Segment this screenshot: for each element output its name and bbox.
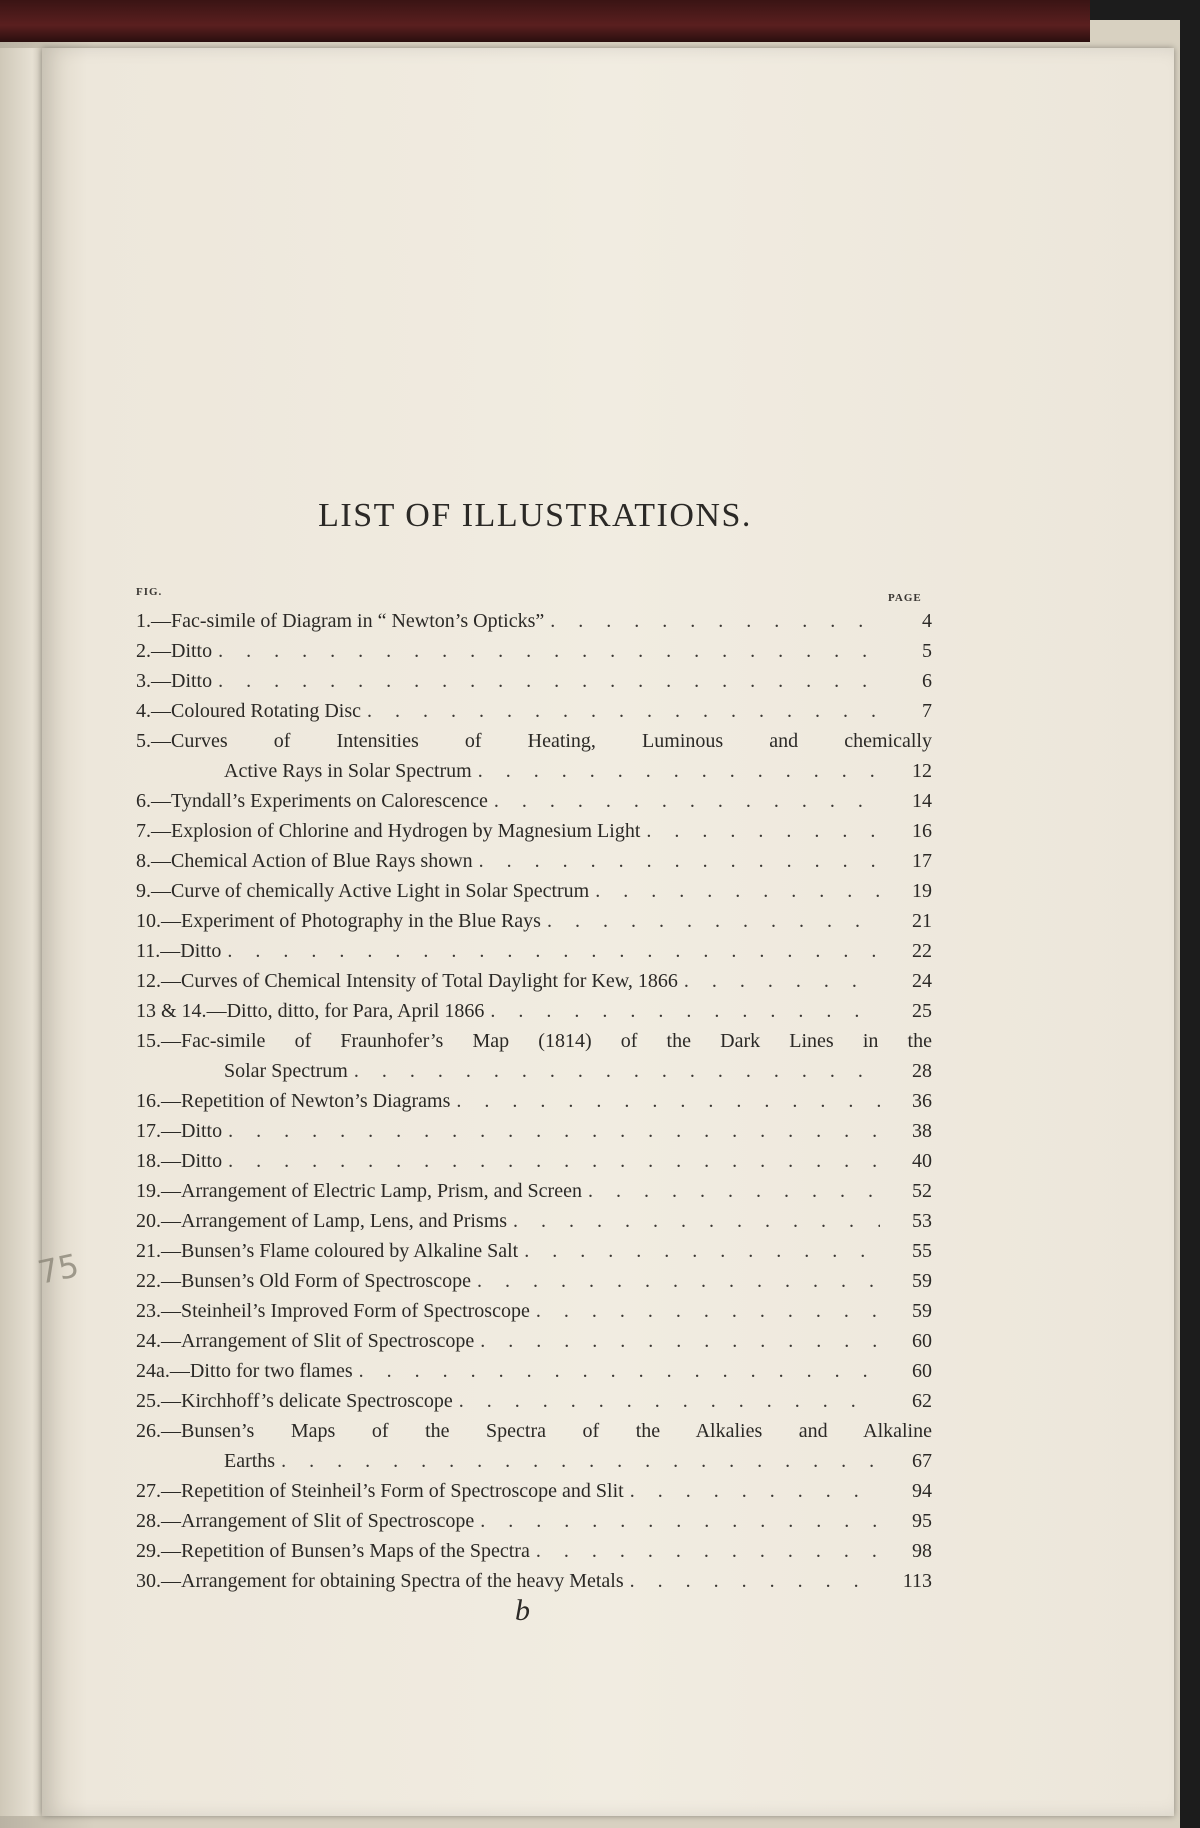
page-number: 55	[912, 1240, 932, 1262]
list-item	[136, 996, 932, 1026]
figure-caption: —Repetition of Newton’s Diagrams	[161, 1090, 451, 1112]
page-number: 12	[912, 760, 932, 782]
leader-dots	[646, 816, 880, 846]
figure-number: 24.	[136, 1330, 161, 1352]
list-item	[136, 966, 932, 996]
figure-number: 7.	[136, 820, 151, 842]
leader-dots	[524, 1236, 880, 1266]
figure-caption: —Ditto, ditto, for Para, April 1866	[206, 1000, 485, 1022]
page-number: 6	[922, 670, 932, 692]
fig-column-header: FIG.	[136, 586, 163, 598]
leader-dots	[456, 1086, 880, 1116]
leader-dots	[477, 1266, 880, 1296]
leader-dots	[227, 936, 880, 966]
leader-dots	[228, 1146, 880, 1176]
figure-number: 22.	[136, 1270, 161, 1292]
figure-number: 1.	[136, 610, 151, 632]
page-column-header: PAGE	[888, 592, 922, 604]
figure-number: 4.	[136, 700, 151, 722]
figure-number: 2.	[136, 640, 151, 662]
figure-caption: —Ditto	[160, 940, 222, 962]
figure-caption: —Arrangement of Electric Lamp, Prism, and Screen	[161, 1180, 582, 1202]
list-item	[136, 816, 932, 846]
page-number: 19	[912, 880, 932, 902]
list-item	[136, 696, 932, 726]
figure-number: 15.	[136, 1030, 161, 1052]
leader-dots	[684, 966, 880, 996]
list-item	[136, 1146, 932, 1176]
leader-dots	[550, 606, 880, 636]
page-number: 52	[912, 1180, 932, 1202]
figure-caption: —Fac-simile of Fraunhofer’s Map (1814) of the Dark Lines in the	[161, 1030, 932, 1052]
leader-dots	[354, 1056, 880, 1086]
page-number: 36	[912, 1090, 932, 1112]
figure-number: 8.	[136, 850, 151, 872]
figure-caption: —Chemical Action of Blue Rays shown	[151, 850, 473, 872]
figure-caption: —Curve of chemically Active Light in Solar Spectrum	[151, 880, 590, 902]
page-number: 40	[912, 1150, 932, 1172]
leader-dots	[494, 786, 880, 816]
leader-dots	[218, 636, 880, 666]
page-number: 67	[912, 1450, 932, 1472]
leader-dots	[218, 666, 880, 696]
figure-caption: —Steinheil’s Improved Form of Spectroscope	[161, 1300, 530, 1322]
figure-caption-continued: Active Rays in Solar Spectrum	[224, 760, 472, 782]
figure-number: 12.	[136, 970, 161, 992]
leader-dots	[588, 1176, 880, 1206]
leader-dots	[595, 876, 880, 906]
list-item	[136, 666, 932, 696]
leader-dots	[513, 1206, 880, 1236]
page-number: 98	[912, 1540, 932, 1562]
leader-dots	[281, 1446, 880, 1476]
list-item	[136, 1326, 932, 1356]
figure-caption: —Repetition of Steinheil’s Form of Spectroscope and Slit	[161, 1480, 624, 1502]
leader-dots	[630, 1566, 880, 1596]
page-number: 53	[912, 1210, 932, 1232]
figure-caption: —Curves of Chemical Intensity of Total Daylight for Kew, 1866	[161, 970, 678, 992]
list-item	[136, 936, 932, 966]
figure-number: 20.	[136, 1210, 161, 1232]
figure-caption: —Coloured Rotating Disc	[151, 700, 361, 722]
figure-number: 6.	[136, 790, 151, 812]
figure-caption: —Explosion of Chlorine and Hydrogen by Magnesium Light	[151, 820, 641, 842]
leader-dots	[480, 1506, 880, 1536]
page-number: 14	[912, 790, 932, 812]
figure-caption: —Kirchhoff’s delicate Spectroscope	[161, 1390, 453, 1412]
page-number: 16	[912, 820, 932, 842]
page-number: 25	[912, 1000, 932, 1022]
list-item	[136, 906, 932, 936]
list-item	[136, 1476, 932, 1506]
leader-dots	[228, 1116, 880, 1146]
figure-number: 13 & 14.	[136, 1000, 207, 1022]
list-item	[136, 726, 932, 786]
figure-number: 19.	[136, 1180, 161, 1202]
page-number: 60	[912, 1360, 932, 1382]
list-item	[136, 1236, 932, 1266]
figure-number: 30.	[136, 1570, 161, 1592]
pencil-annotation: 75	[34, 1246, 83, 1292]
list-item	[136, 786, 932, 816]
page-number: 60	[912, 1330, 932, 1352]
illustrations-list	[136, 606, 932, 1596]
list-item	[136, 1386, 932, 1416]
figure-number: 29.	[136, 1540, 161, 1562]
list-item	[136, 1026, 932, 1086]
figure-number: 16.	[136, 1090, 161, 1112]
figure-caption: —Arrangement of Slit of Spectroscope	[161, 1330, 475, 1352]
figure-number: 18.	[136, 1150, 161, 1172]
page-number: 95	[912, 1510, 932, 1532]
page-number: 17	[912, 850, 932, 872]
list-item	[136, 1296, 932, 1326]
figure-caption: —Bunsen’s Old Form of Spectroscope	[161, 1270, 471, 1292]
figure-caption: —Arrangement of Slit of Spectroscope	[161, 1510, 475, 1532]
page-number: 28	[912, 1060, 932, 1082]
page-number: 21	[912, 910, 932, 932]
figure-number: 3.	[136, 670, 151, 692]
page-title: LIST OF ILLUSTRATIONS.	[318, 497, 752, 534]
list-item	[136, 1536, 932, 1566]
leader-dots	[367, 696, 880, 726]
list-item	[136, 636, 932, 666]
figure-caption: —Arrangement for obtaining Spectra of the heavy Metals	[161, 1570, 624, 1592]
list-item	[136, 1566, 932, 1596]
leader-dots	[547, 906, 880, 936]
figure-caption: —Bunsen’s Flame coloured by Alkaline Salt	[161, 1240, 519, 1262]
list-item	[136, 1206, 932, 1236]
figure-caption-continued: Solar Spectrum	[224, 1060, 348, 1082]
page-number: 38	[912, 1120, 932, 1142]
page-number: 62	[912, 1390, 932, 1412]
leader-dots	[478, 756, 880, 786]
figure-caption: —Ditto	[151, 670, 213, 692]
page-gutter	[0, 48, 46, 1816]
figure-number: 9.	[136, 880, 151, 902]
figure-caption: —Ditto	[151, 640, 213, 662]
leader-dots	[459, 1386, 880, 1416]
figure-number: 5.	[136, 730, 151, 752]
leader-dots	[359, 1356, 880, 1386]
figure-caption: —Tyndall’s Experiments on Calorescence	[151, 790, 488, 812]
figure-number: 17.	[136, 1120, 161, 1142]
leader-dots	[480, 1326, 880, 1356]
list-item	[136, 1416, 932, 1476]
figure-number: 26.	[136, 1420, 161, 1442]
page-number: 59	[912, 1270, 932, 1292]
figure-caption: —Ditto	[161, 1150, 223, 1172]
leader-dots	[536, 1536, 880, 1566]
list-item	[136, 1116, 932, 1146]
figure-number: 21.	[136, 1240, 161, 1262]
figure-caption: —Curves of Intensities of Heating, Luminous and chemically	[151, 730, 932, 752]
figure-caption: —Experiment of Photography in the Blue Rays	[161, 910, 541, 932]
page-number: 5	[922, 640, 932, 662]
leader-dots	[630, 1476, 880, 1506]
list-item	[136, 1356, 932, 1386]
list-item	[136, 1266, 932, 1296]
figure-caption-continued: Earths	[224, 1450, 276, 1472]
list-item	[136, 1086, 932, 1116]
figure-number: 27.	[136, 1480, 161, 1502]
figure-caption: —Ditto	[161, 1120, 223, 1142]
page-number: 94	[912, 1480, 932, 1502]
figure-caption: —Bunsen’s Maps of the Spectra of the Alkalies and Alkaline	[161, 1420, 932, 1442]
page-number: 7	[922, 700, 932, 722]
figure-number: 28.	[136, 1510, 161, 1532]
leader-dots	[479, 846, 880, 876]
page-number: 24	[912, 970, 932, 992]
list-item	[136, 876, 932, 906]
book-binding	[0, 0, 1090, 42]
figure-number: 24a.	[136, 1360, 170, 1382]
leader-dots	[536, 1296, 880, 1326]
figure-number: 11.	[136, 940, 161, 962]
list-item	[136, 606, 932, 636]
page-number: 113	[902, 1570, 932, 1592]
list-item	[136, 846, 932, 876]
signature-mark: b	[515, 1594, 530, 1627]
figure-caption: —Fac-simile of Diagram in “ Newton’s Opticks”	[151, 610, 545, 632]
list-item	[136, 1506, 932, 1536]
leader-dots	[490, 996, 880, 1026]
figure-caption: —Arrangement of Lamp, Lens, and Prisms	[161, 1210, 508, 1232]
figure-number: 10.	[136, 910, 161, 932]
page-number: 59	[912, 1300, 932, 1322]
figure-caption: —Ditto for two flames	[169, 1360, 353, 1382]
figure-number: 23.	[136, 1300, 161, 1322]
figure-number: 25.	[136, 1390, 161, 1412]
figure-caption: —Repetition of Bunsen’s Maps of the Spectra	[161, 1540, 530, 1562]
list-item	[136, 1176, 932, 1206]
page-number: 4	[922, 610, 932, 632]
page-number: 22	[912, 940, 932, 962]
